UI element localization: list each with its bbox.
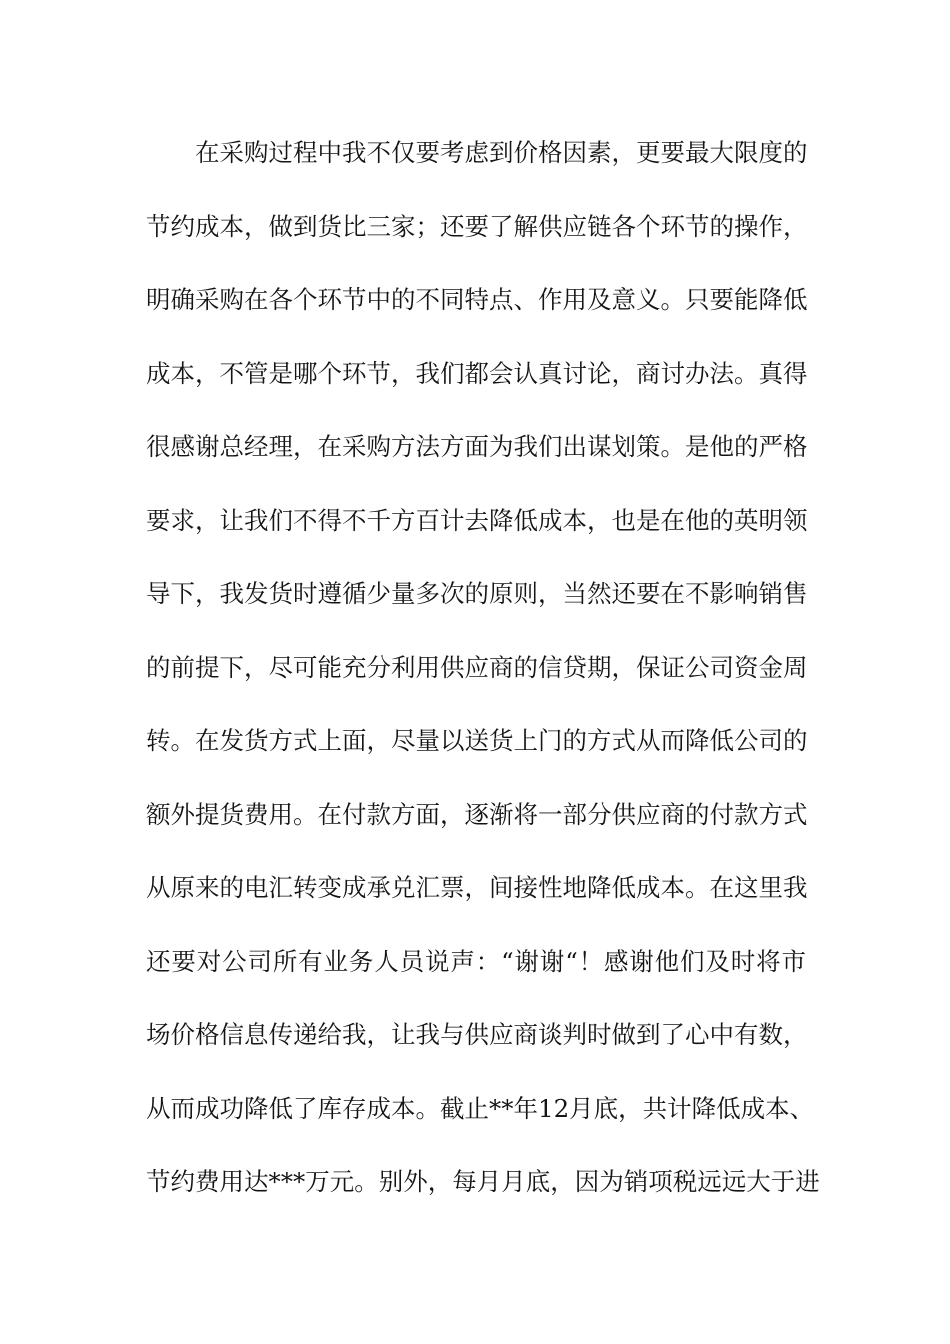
paragraph-line: 转。在发货方式上面，尽量以送货上门的方式从而降低公司的 xyxy=(146,726,808,755)
paragraph-line: 节约费用达***万元。别外，每月月底，因为销项税远远大于进 xyxy=(146,1167,820,1196)
paragraph-line: 还要对公司所有业务人员说声：“谢谢“！感谢他们及时将市 xyxy=(146,946,806,976)
paragraph-line: 节约成本，做到货比三家；还要了解供应链各个环节的操作， xyxy=(146,211,808,241)
paragraph-line: 场价格信息传递给我，让我与供应商谈判时做到了心中有数， xyxy=(146,1020,808,1049)
paragraph-line: 从而成功降低了库存成本。截止**年12月底，共计降低成本、 xyxy=(146,1093,815,1123)
paragraph-line: 在采购过程中我不仅要考虑到价格因素，更要最大限度的 xyxy=(195,138,808,167)
paragraph-line: 的前提下，尽可能充分利用供应商的信贷期，保证公司资金周 xyxy=(146,652,808,682)
paragraph-line: 额外提货费用。在付款方面，逐渐将一部分供应商的付款方式 xyxy=(146,799,808,829)
paragraph-line: 很感谢总经理，在采购方法方面为我们出谋划策。是他的严格 xyxy=(146,432,808,461)
paragraph-line: 明确采购在各个环节中的不同特点、作用及意义。只要能降低 xyxy=(146,285,808,314)
paragraph-line: 导下，我发货时遵循少量多次的原则，当然还要在不影响销售 xyxy=(146,579,808,608)
paragraph-line: 要求，让我们不得不千方百计去降低成本，也是在他的英明领 xyxy=(146,505,808,535)
paragraph-line: 成本，不管是哪个环节，我们都会认真讨论，商讨办法。真得 xyxy=(146,358,808,388)
body-paragraph xyxy=(146,125,820,1228)
paragraph-line: 从原来的电汇转变成承兑汇票，间接性地降低成本。在这里我 xyxy=(146,873,808,902)
